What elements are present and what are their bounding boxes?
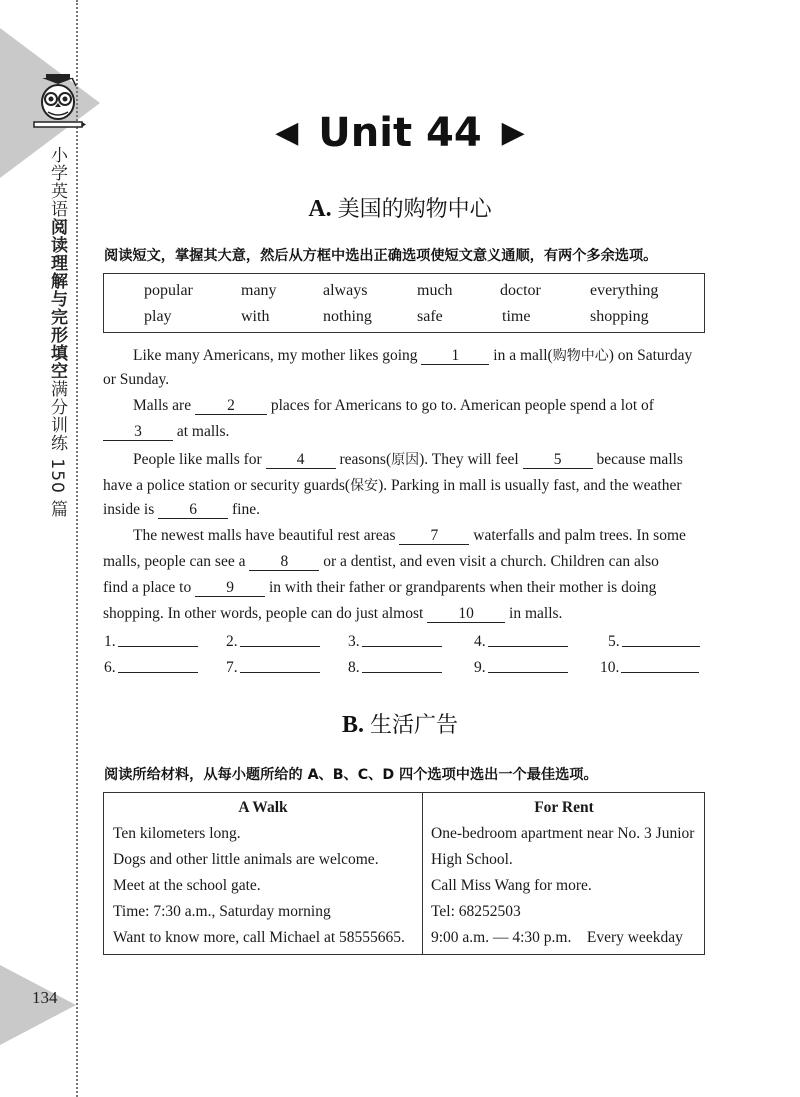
section-a-letter: A.	[308, 196, 332, 222]
passage-text: because malls	[596, 451, 683, 468]
word-option: everything	[590, 282, 659, 299]
page-number: 134	[32, 988, 58, 1007]
passage-text: malls, people can see a	[103, 553, 246, 570]
passage-line	[103, 579, 705, 597]
blank-2: 2	[195, 398, 267, 415]
ad-walk-line: Ten kilometers long.	[113, 825, 241, 842]
ad-walk-line: Meet at the school gate.	[113, 877, 261, 894]
ad-rent-line: Call Miss Wang for more.	[431, 877, 592, 894]
answer-label: 2.	[226, 633, 238, 650]
passage-text: ) on Saturday	[608, 347, 693, 364]
answer-label: 5.	[608, 633, 620, 650]
binding-dotted-line	[76, 0, 78, 1097]
answer-label: 10.	[600, 659, 620, 676]
answer-label: 3.	[348, 633, 360, 650]
ad-walk-line: Want to know more, call Michael at 58555665.	[113, 929, 405, 946]
answer-slot[interactable]	[348, 632, 442, 651]
section-a-title	[0, 192, 800, 223]
passage-text: shopping. In other words, people can do just almost	[103, 605, 424, 622]
word-option: with	[241, 308, 270, 325]
ad-rent-line: One-bedroom apartment near No. 3 Junior	[431, 825, 695, 842]
answer-label: 7.	[226, 659, 238, 676]
passage-line	[103, 501, 705, 519]
word-option: time	[502, 308, 531, 325]
word-option: much	[417, 282, 453, 299]
ad-walk-line: Time: 7:30 a.m., Saturday morning	[113, 903, 331, 920]
ad-rent-line: High School.	[431, 851, 513, 868]
passage-text: places for Americans to go to. American people spend a lot of	[270, 397, 654, 414]
section-b-instruction: 阅读所给材料，从每小题所给的 A、B、C、D 四个选项中选出一个最佳选项。	[104, 767, 598, 783]
passage-text: fine.	[232, 501, 260, 518]
passage-line	[133, 397, 705, 415]
passage-text: in malls.	[509, 605, 563, 622]
section-a-heading: 美国的购物中心	[337, 197, 492, 222]
answer-label: 8.	[348, 659, 360, 676]
spine-text-1: 小学英语	[47, 146, 67, 218]
blank-8: 8	[249, 554, 319, 571]
blank-10: 10	[427, 606, 505, 623]
passage-text: waterfalls and palm trees. In some	[473, 527, 686, 544]
passage-text: ). They will feel	[419, 451, 519, 468]
passage-text: ). Parking in mall is usually fast, and the weather	[378, 477, 682, 494]
passage-line	[103, 371, 705, 389]
section-b-letter: B.	[341, 712, 364, 738]
passage-text: Malls are	[133, 397, 192, 414]
passage-text: Like many Americans, my mother likes going	[133, 347, 418, 364]
passage-text: in with their father or grandparents when their mother is doing	[268, 579, 657, 596]
passage-line	[103, 423, 705, 441]
passage-line	[103, 475, 705, 495]
blank-9: 9	[195, 580, 265, 597]
answer-slot[interactable]	[608, 632, 700, 651]
answer-slot[interactable]	[226, 658, 320, 677]
word-option: popular	[144, 282, 193, 299]
ad-walk-line: Dogs and other little animals are welcome.	[113, 851, 379, 868]
ad-rent-title: For Rent	[534, 799, 594, 816]
section-b-title	[0, 708, 800, 739]
word-option: nothing	[323, 308, 372, 325]
word-option: always	[323, 282, 368, 299]
word-bank-box	[103, 273, 705, 333]
answer-slot[interactable]	[600, 658, 699, 677]
answer-slot[interactable]	[474, 658, 568, 677]
passage-text-zh: 保安	[350, 478, 379, 494]
passage-text: inside is	[103, 501, 155, 518]
answer-slot[interactable]	[348, 658, 442, 677]
spine-text-2: 满分训练 150 篇	[47, 380, 67, 519]
unit-title	[0, 110, 800, 156]
blank-6: 6	[158, 502, 228, 519]
blank-5: 5	[523, 452, 593, 469]
passage-text: in a mall(	[493, 347, 553, 364]
answer-slot[interactable]	[474, 632, 568, 651]
passage-line	[133, 527, 705, 545]
passage-text: at malls.	[176, 423, 230, 440]
answer-label: 4.	[474, 633, 486, 650]
blank-3: 3	[103, 424, 173, 441]
passage-line	[103, 553, 705, 571]
answer-slot[interactable]	[226, 632, 320, 651]
spine-text-bold: 阅读理解与完形填空	[47, 218, 67, 380]
unit-title-text: Unit 44	[318, 110, 482, 156]
ad-rent-line: 9:00 a.m. — 4:30 p.m. Every weekday	[431, 929, 683, 946]
passage-text: reasons(	[339, 451, 392, 468]
answer-slot[interactable]	[104, 658, 198, 677]
word-option: many	[241, 282, 277, 299]
word-option: play	[144, 308, 172, 325]
word-option: shopping	[590, 308, 649, 325]
ads-table	[103, 792, 705, 955]
ads-divider	[422, 793, 423, 954]
answer-label: 9.	[474, 659, 486, 676]
passage-text: or a dentist, and even visit a church. Children can also	[323, 553, 659, 570]
ad-walk-title: A Walk	[238, 799, 288, 816]
section-b-heading: 生活广告	[370, 713, 459, 738]
passage-text: The newest malls have beautiful rest areas	[133, 527, 396, 544]
passage-text-zh: 购物中心	[552, 348, 609, 364]
passage-text-zh: 原因	[391, 452, 420, 468]
word-option: safe	[417, 308, 443, 325]
passage-line	[133, 449, 705, 469]
left-arrow-icon: ◀	[275, 115, 299, 150]
passage-text: have a police station or security guards(	[103, 477, 351, 494]
right-arrow-icon: ▶	[501, 115, 525, 150]
answer-label: 1.	[104, 633, 116, 650]
passage-text: find a place to	[103, 579, 192, 596]
passage-text: People like malls for	[133, 451, 262, 468]
section-a-instruction: 阅读短文，掌握其大意，然后从方框中选出正确选项使短文意义通顺，有两个多余选项。	[104, 248, 658, 264]
word-option: doctor	[500, 282, 541, 299]
passage-line	[133, 345, 705, 365]
blank-4: 4	[266, 452, 336, 469]
answer-slot[interactable]	[104, 632, 198, 651]
passage-text: or Sunday.	[103, 371, 170, 388]
blank-1: 1	[421, 348, 489, 365]
blank-7: 7	[399, 528, 469, 545]
answer-label: 6.	[104, 659, 116, 676]
passage-line	[103, 605, 705, 623]
ad-rent-line: Tel: 68252503	[431, 903, 521, 920]
